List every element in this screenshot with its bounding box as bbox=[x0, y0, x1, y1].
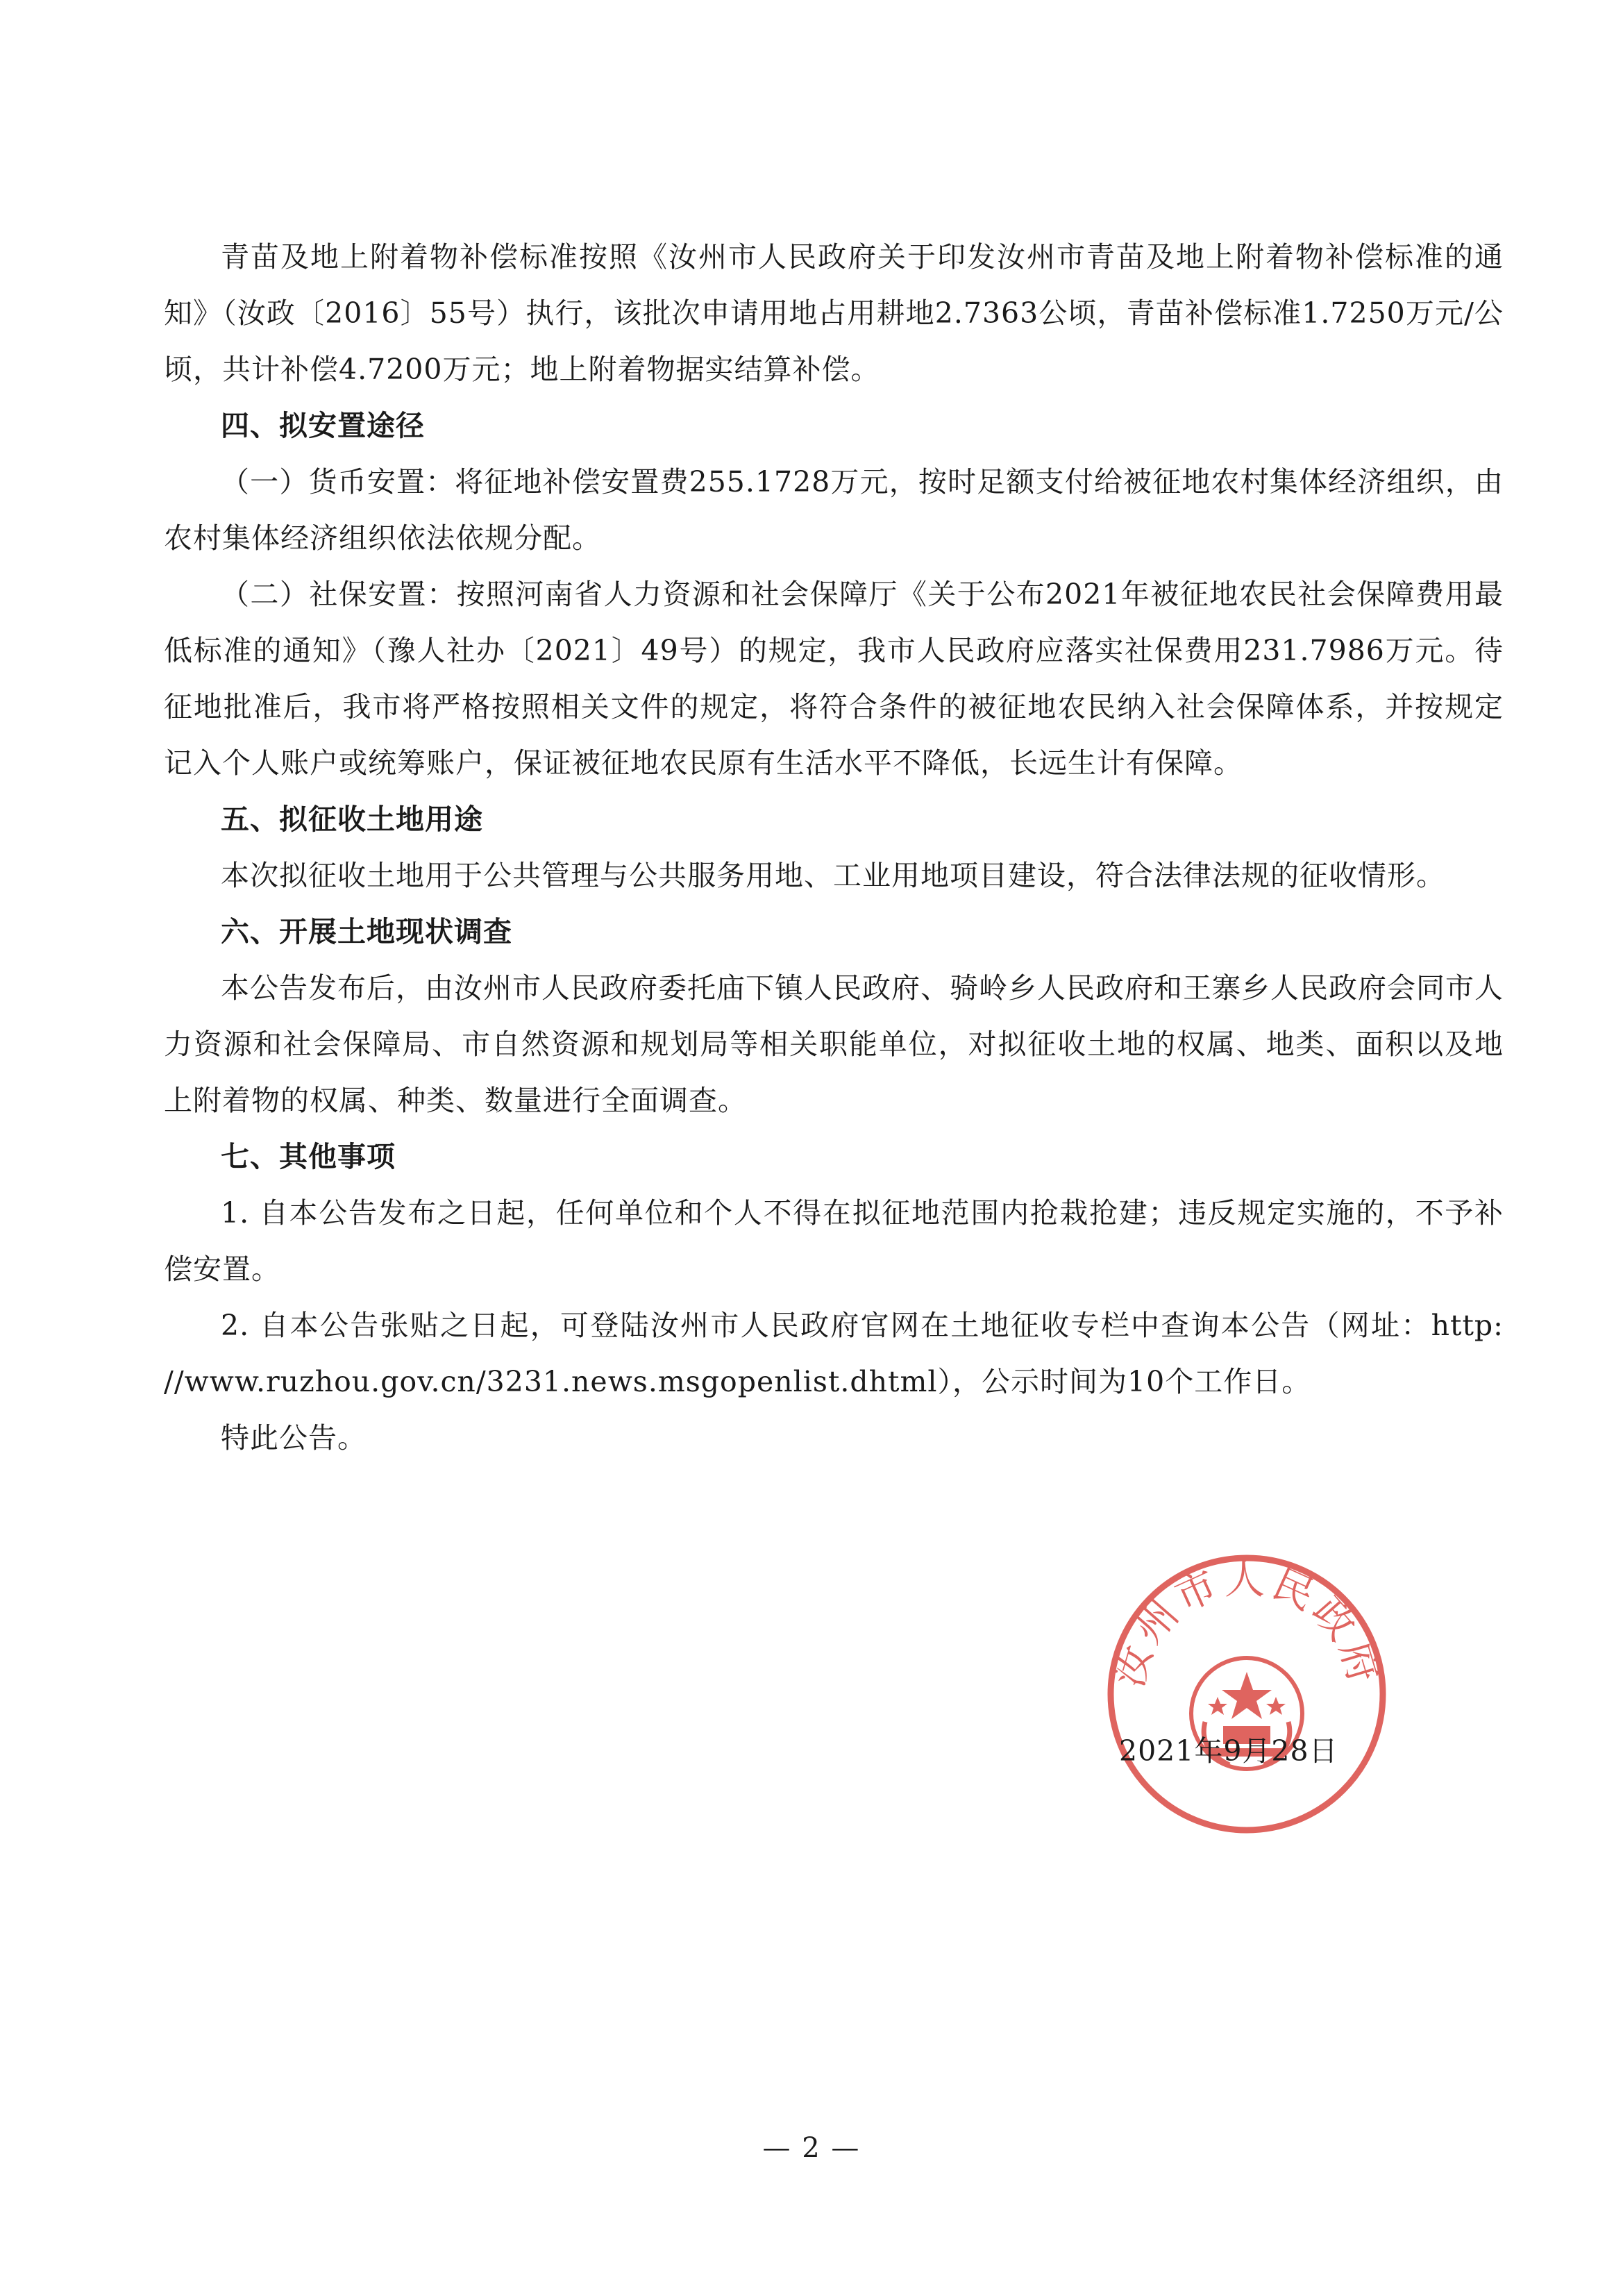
section-heading: 六、开展土地现状调查 bbox=[221, 915, 512, 948]
section-heading: 四、拟安置途径 bbox=[221, 409, 425, 442]
body-paragraph: 本公告发布后，由汝州市人民政府委托庙下镇人民政府、骑岭乡人民政府和王寨乡人民政府会同市人力资源和社会保障局、市自然资源和规划局等相关职能单位，对拟征收土地的权属、地类、面积以及地上附着物的权属、种类、数量进行全面调查。 bbox=[164, 971, 1504, 1117]
body-paragraph: 本次拟征收土地用于公共管理与公共服务用地、工业用地项目建设，符合法律法规的征收情形。 bbox=[221, 859, 1445, 892]
body-paragraph: （二）社保安置：按照河南省人力资源和社会保障厅《关于公布2021年被征地农民社会保障费用最低标准的通知》（豫人社办〔2021〕49号）的规定，我市人民政府应落实社保费用231.7986万元。待征地批准后，我市将严格按照相关文件的规定，将符合条件的被征地农民纳入社会保障体系，并按规定记入个人账户或统筹账户，保证被征地农民原有生活水平不降低，长远生计有保障。 bbox=[164, 578, 1504, 780]
document-body bbox=[164, 229, 1504, 1466]
body-paragraph: 1. 自本公告发布之日起，任何单位和个人不得在拟征地范围内抢栽抢建；违反规定实施的，不予补偿安置。 bbox=[164, 1196, 1504, 1286]
emblem-star-small-1 bbox=[1208, 1697, 1227, 1715]
official-seal bbox=[1101, 1548, 1393, 1840]
body-paragraph: 青苗及地上附着物补偿标准按照《汝州市人民政府关于印发汝州市青苗及地上附着物补偿标准的通知》（汝政〔2016〕55号）执行，该批次申请用地占用耕地2.7363公顷，青苗补偿标准1.7250万元/公顷，共计补偿4.7200万元；地上附着物据实结算补偿。 bbox=[164, 240, 1504, 386]
body-paragraph: 特此公告。 bbox=[221, 1421, 367, 1455]
document-date: 2021年9月28日 bbox=[1119, 1734, 1338, 1768]
section-heading: 七、其他事项 bbox=[221, 1140, 396, 1173]
body-paragraph: （一）货币安置：将征地补偿安置费255.1728万元，按时足额支付给被征地农村集体经济组织，由农村集体经济组织依法依规分配。 bbox=[164, 465, 1504, 555]
emblem-star bbox=[1222, 1672, 1272, 1719]
section-heading: 五、拟征收土地用途 bbox=[221, 803, 483, 836]
seal-text bbox=[1104, 1556, 1388, 1692]
seal-text-path: 汝州市人民政府 bbox=[1104, 1556, 1389, 1693]
body-paragraph: 2. 自本公告张贴之日起，可登陆汝州市人民政府官网在土地征收专栏中查询本公告（网址：http: //www.ruzhou.gov.cn/3231.news.msgopenlist.dhtml），公示时间为10个工作日。 bbox=[164, 1309, 1504, 1398]
emblem-star-small-2 bbox=[1266, 1697, 1286, 1715]
page-number: — 2 — bbox=[762, 2132, 861, 2164]
